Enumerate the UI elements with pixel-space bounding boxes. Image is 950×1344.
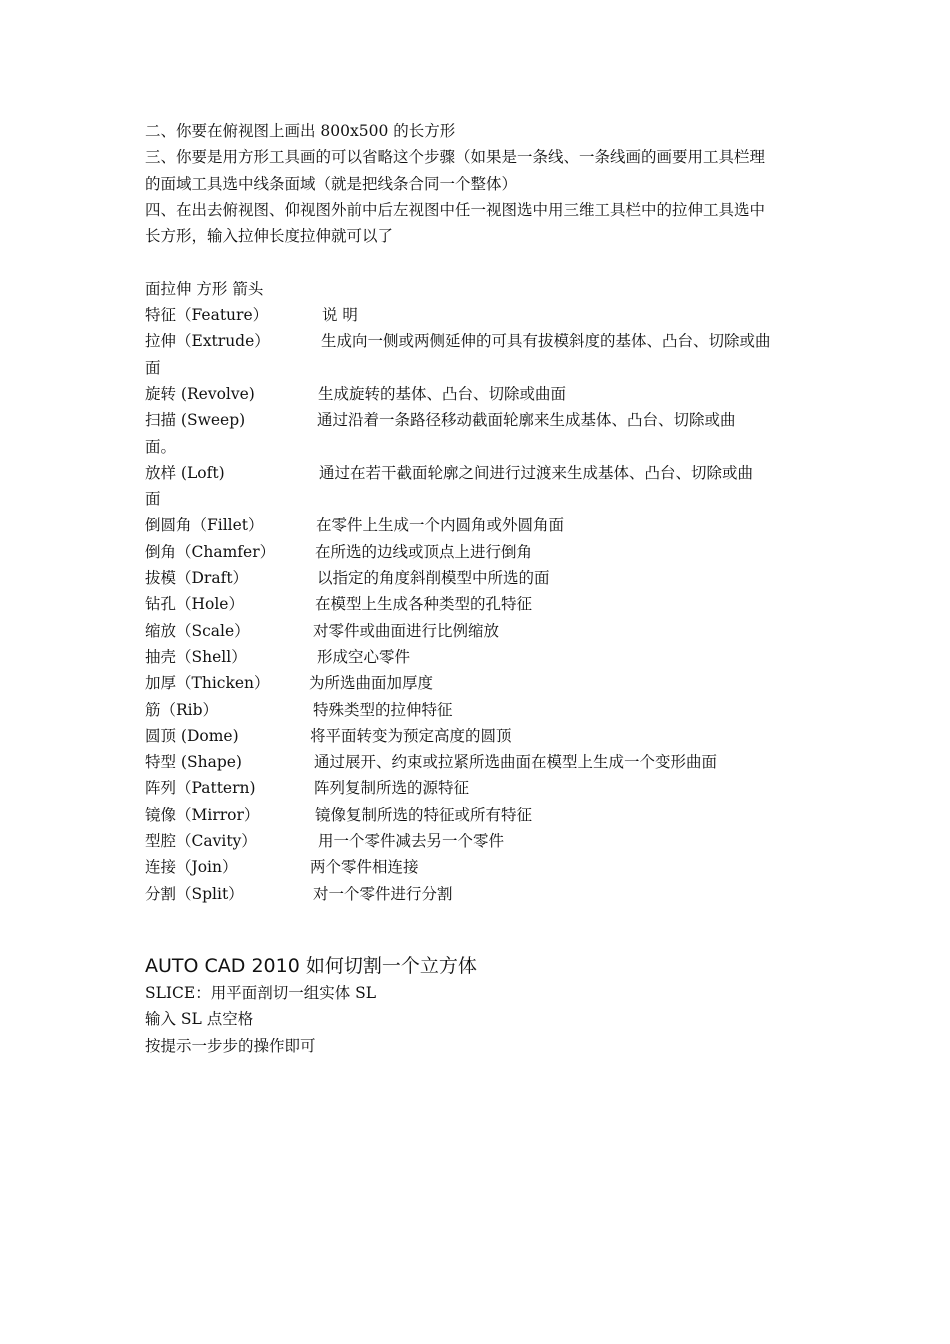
feature-description: 对零件或曲面进行比例缩放	[313, 621, 500, 640]
table-row	[145, 828, 810, 854]
feature-description: 两个零件相连接	[310, 858, 419, 877]
feature-description: 在所选的边线或顶点上进行倒角	[315, 542, 533, 561]
feature-name: 拉伸（Extrude）	[145, 332, 270, 351]
feature-description: 用一个零件减去另一个零件	[318, 832, 505, 851]
intro-line-2b: 的面域工具选中线条面域（就是把线条合同一个整体）	[145, 174, 518, 193]
cad-line-2: 输入 SL 点空格	[145, 1010, 254, 1029]
feature-description: 镜像复制所选的特征或所有特征	[315, 805, 533, 824]
feature-name: 倒圆角（Fillet）	[145, 516, 264, 535]
feature-description-continued: 面。	[145, 437, 177, 456]
table-row	[145, 565, 810, 591]
feature-description: 通过在若干截面轮廓之间进行过渡来生成基体、凸台、切除或曲	[319, 463, 754, 482]
feature-name: 分割（Split）	[145, 884, 244, 903]
feature-name: 钻孔（Hole）	[145, 595, 244, 614]
feature-name: 缩放（Scale）	[145, 621, 250, 640]
cad-heading: AUTO CAD 2010 如何切割一个立方体	[145, 954, 477, 977]
table-row	[145, 539, 810, 565]
table-row	[145, 381, 810, 407]
feature-description: 阵列复制所选的源特征	[314, 779, 470, 798]
document-body	[145, 118, 810, 1059]
table-row	[145, 618, 810, 644]
feature-description: 特殊类型的拉伸特征	[313, 700, 453, 719]
feature-name: 特型 (Shape)	[145, 753, 242, 772]
intro-line-3a: 四、在出去俯视图、仰视图外前中后左视图中任一视图选中用三维工具栏中的拉伸工具选中	[145, 200, 766, 219]
feature-name: 阵列（Pattern)	[145, 779, 256, 798]
feature-name: 加厚（Thicken）	[145, 674, 270, 693]
feature-table	[145, 328, 810, 907]
feature-description-continued: 面	[145, 358, 161, 377]
cad-line-1: SLICE：用平面剖切一组实体 SL	[145, 983, 377, 1002]
feature-description: 形成空心零件	[317, 647, 411, 666]
table-row	[145, 697, 810, 723]
table-row	[145, 881, 810, 907]
table-row	[145, 723, 810, 749]
feature-description: 在零件上生成一个内圆角或外圆角面	[316, 516, 565, 535]
blank-line	[145, 249, 810, 275]
header-desc: 说 明	[322, 306, 358, 325]
feature-description: 以指定的角度斜削模型中所选的面	[317, 569, 550, 588]
intro-line-2a: 三、你要是用方形工具画的可以省略这个步骤（如果是一条线、一条线画的画要用工具栏理	[145, 148, 766, 167]
intro-line-3b: 长方形，输入拉伸长度拉伸就可以了	[145, 227, 394, 246]
feature-description: 在模型上生成各种类型的孔特征	[315, 595, 533, 614]
feature-description: 对一个零件进行分割	[313, 884, 453, 903]
feature-name: 拔模（Draft）	[145, 569, 249, 588]
intro-line-1: 二、你要在俯视图上画出 800x500 的长方形	[145, 122, 456, 140]
table-row	[145, 749, 810, 775]
feature-description: 生成向一侧或两侧延伸的可具有拔模斜度的基体、凸台、切除或曲	[321, 332, 771, 351]
table-row	[145, 670, 810, 696]
feature-description: 为所选曲面加厚度	[309, 674, 434, 693]
feature-description-continued: 面	[145, 490, 161, 509]
table-row	[145, 407, 810, 460]
table-header-row	[145, 302, 810, 328]
feature-name: 扫描 (Sweep)	[145, 411, 246, 430]
table-row	[145, 802, 810, 828]
feature-description: 将平面转变为预定高度的圆顶	[310, 726, 512, 745]
feature-name: 连接（Join）	[145, 858, 238, 877]
feature-name: 倒角（Chamfer）	[145, 542, 276, 561]
feature-name: 镜像（Mirror）	[145, 805, 260, 824]
table-subtitle: 面拉伸 方形 箭头	[145, 279, 264, 298]
cad-line-3: 按提示一步步的操作即可	[145, 1036, 316, 1055]
table-row	[145, 512, 810, 538]
table-row	[145, 460, 810, 513]
feature-name: 抽壳（Shell）	[145, 647, 247, 666]
feature-description: 生成旋转的基体、凸台、切除或曲面	[318, 384, 567, 403]
section-gap	[145, 907, 810, 952]
table-row	[145, 775, 810, 801]
table-row	[145, 644, 810, 670]
feature-name: 旋转 (Revolve)	[145, 384, 255, 403]
table-row	[145, 854, 810, 880]
feature-description: 通过展开、约束或拉紧所选曲面在模型上生成一个变形曲面	[314, 753, 718, 772]
feature-name: 筋（Rib）	[145, 700, 219, 719]
feature-name: 圆顶 (Dome)	[145, 726, 239, 745]
table-row	[145, 591, 810, 617]
table-row	[145, 328, 810, 381]
feature-name: 放样 (Loft)	[145, 463, 225, 482]
feature-description: 通过沿着一条路径移动截面轮廓来生成基体、凸台、切除或曲	[317, 411, 736, 430]
header-term: 特征（Feature）	[145, 306, 269, 325]
feature-name: 型腔（Cavity）	[145, 832, 257, 851]
